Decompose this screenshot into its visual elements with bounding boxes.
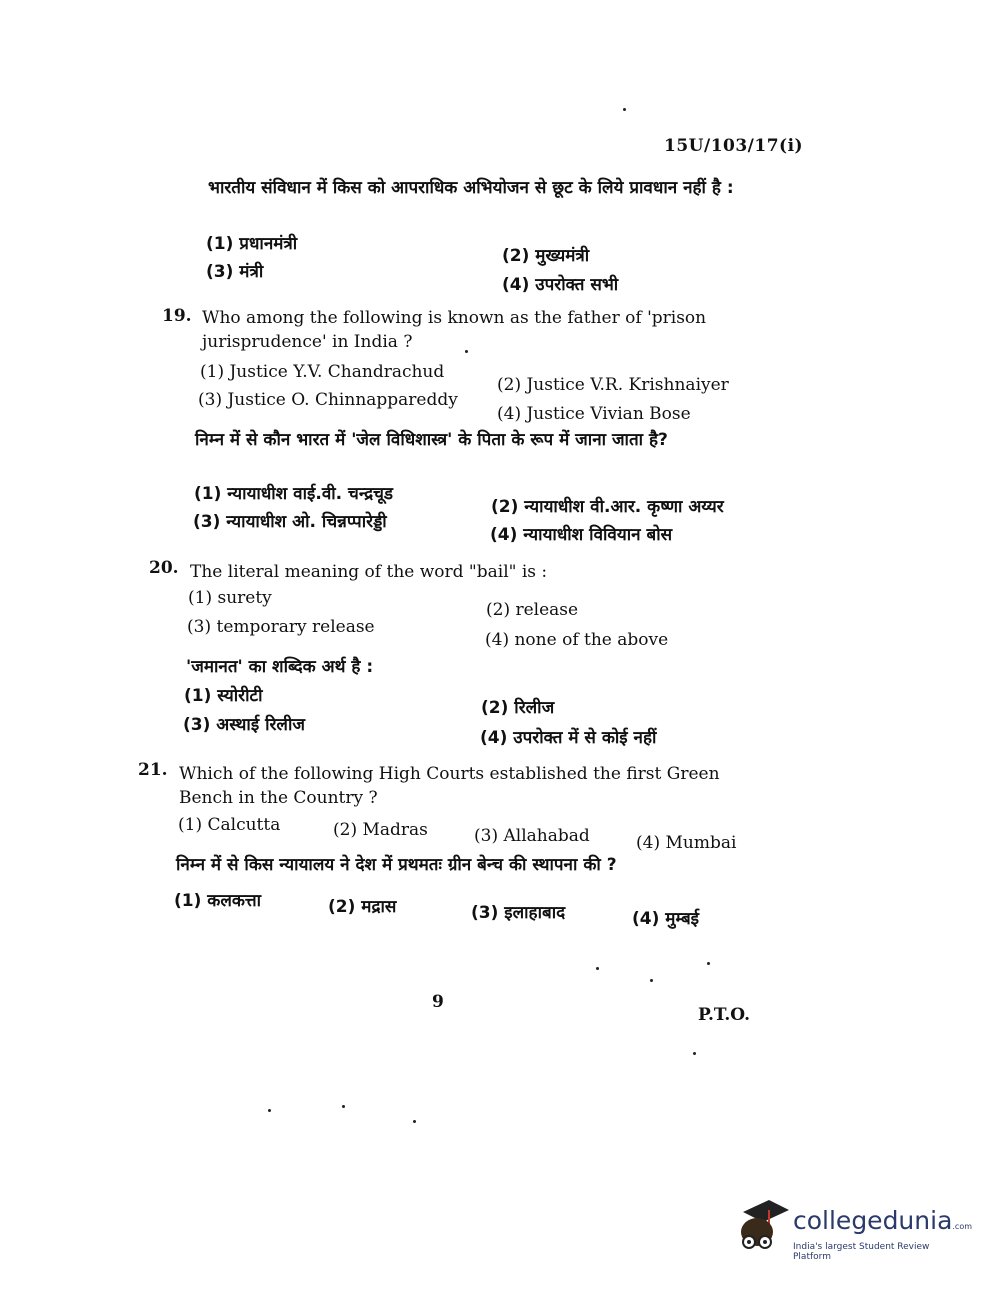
q19-option-4: (4) Justice Vivian Bose bbox=[497, 404, 691, 424]
q18-hindi-option-1: (1) प्रधानमंत्री bbox=[206, 234, 298, 254]
mascot-icon bbox=[735, 1196, 791, 1258]
q19-hindi-block bbox=[195, 428, 785, 452]
logo-suffix: .com bbox=[952, 1222, 973, 1231]
scan-speck bbox=[596, 967, 599, 970]
q20-text: The literal meaning of the word "bail" is : bbox=[190, 562, 548, 582]
pto-label: P.T.O. bbox=[698, 1005, 750, 1025]
q21-option-3: (3) Allahabad bbox=[474, 826, 590, 846]
q21-hindi-option-3: (3) इलाहाबाद bbox=[471, 903, 566, 923]
q19-text: Who among the following is known as the father of 'prison jurisprudence' in India ? bbox=[202, 308, 707, 352]
scan-speck bbox=[707, 962, 710, 965]
scan-speck bbox=[465, 350, 468, 353]
q20-hindi-option-1: (1) स्योरीटी bbox=[184, 686, 263, 706]
paper-code: 15U/103/17(i) bbox=[664, 136, 804, 156]
q21-option-4: (4) Mumbai bbox=[636, 833, 737, 853]
q19-hindi-text: निम्न में से कौन भारत में 'जेल विधिशास्त्र' के पिता के रूप में जाना जाता है? bbox=[195, 430, 668, 450]
q19-option-3: (3) Justice O. Chinnappareddy bbox=[198, 390, 458, 410]
q19-hindi-option-1: (1) न्यायाधीश वाई.वी. चन्द्रचूड bbox=[194, 484, 394, 504]
q19-hindi-option-4: (4) न्यायाधीश विवियान बोस bbox=[490, 525, 673, 545]
q18-hindi-text: भारतीय संविधान में किस को आपराधिक अभियोजन से छूट के लिये प्रावधान नहीं है : bbox=[208, 178, 734, 198]
q20-hindi-option-3: (3) अस्थाई रिलीज bbox=[183, 715, 305, 735]
scan-speck bbox=[342, 1105, 345, 1108]
q21-hindi-text: निम्न में से किस न्यायालय ने देश में प्रथमतः ग्रीन बेन्च की स्थापना की ? bbox=[176, 855, 617, 875]
q21-hindi-option-4: (4) मुम्बई bbox=[632, 909, 700, 929]
scan-speck bbox=[268, 1109, 271, 1112]
q21-hindi-option-2: (2) मद्रास bbox=[328, 897, 397, 917]
q20-option-3: (3) temporary release bbox=[187, 617, 375, 637]
q18-hindi-option-3: (3) मंत्री bbox=[206, 262, 264, 282]
collegedunia-watermark bbox=[735, 1196, 973, 1262]
q21-number: 21. bbox=[138, 760, 168, 780]
q20-hindi-option-4: (4) उपरोक्त में से कोई नहीं bbox=[480, 728, 657, 748]
q20-option-2: (2) release bbox=[486, 600, 579, 620]
q19-option-1: (1) Justice Y.V. Chandrachud bbox=[200, 362, 445, 382]
page-number: 9 bbox=[432, 992, 444, 1012]
q18-hindi-option-4: (4) उपरोक्त सभी bbox=[502, 275, 619, 295]
scan-speck bbox=[413, 1120, 416, 1123]
q21-option-1: (1) Calcutta bbox=[178, 815, 281, 835]
q21-hindi-option-1: (1) कलकत्ता bbox=[174, 891, 262, 911]
q21-option-2: (2) Madras bbox=[333, 820, 428, 840]
q19-option-2: (2) Justice V.R. Krishnaiyer bbox=[497, 375, 729, 395]
q20-option-4: (4) none of the above bbox=[485, 630, 669, 650]
q19-block bbox=[202, 306, 792, 354]
logo-tagline: India's largest Student Review Platform bbox=[793, 1242, 930, 1262]
q18-hindi-block bbox=[208, 176, 798, 200]
logo-name: collegedunia bbox=[793, 1206, 953, 1235]
q20-number: 20. bbox=[149, 558, 179, 578]
q20-hindi-option-2: (2) रिलीज bbox=[481, 698, 555, 718]
q21-hindi-block bbox=[176, 853, 776, 877]
q20-block bbox=[190, 560, 750, 584]
q20-hindi-block bbox=[186, 655, 586, 679]
q19-hindi-option-2: (2) न्यायाधीश वी.आर. कृष्णा अय्यर bbox=[491, 497, 724, 517]
q21-text: Which of the following High Courts established the first Green Bench in the Country ? bbox=[179, 764, 720, 808]
scan-speck bbox=[623, 108, 626, 111]
scan-speck bbox=[693, 1052, 696, 1055]
q21-block bbox=[179, 762, 769, 810]
q19-hindi-option-3: (3) न्यायाधीश ओ. चिन्नप्पारेड्डी bbox=[193, 512, 387, 532]
q20-hindi-text: 'जमानत' का शब्दिक अर्थ है : bbox=[186, 657, 374, 677]
q20-option-1: (1) surety bbox=[188, 588, 272, 608]
q19-number: 19. bbox=[162, 306, 192, 326]
scan-speck bbox=[650, 979, 653, 982]
q18-hindi-option-2: (2) मुख्यमंत्री bbox=[502, 246, 590, 266]
